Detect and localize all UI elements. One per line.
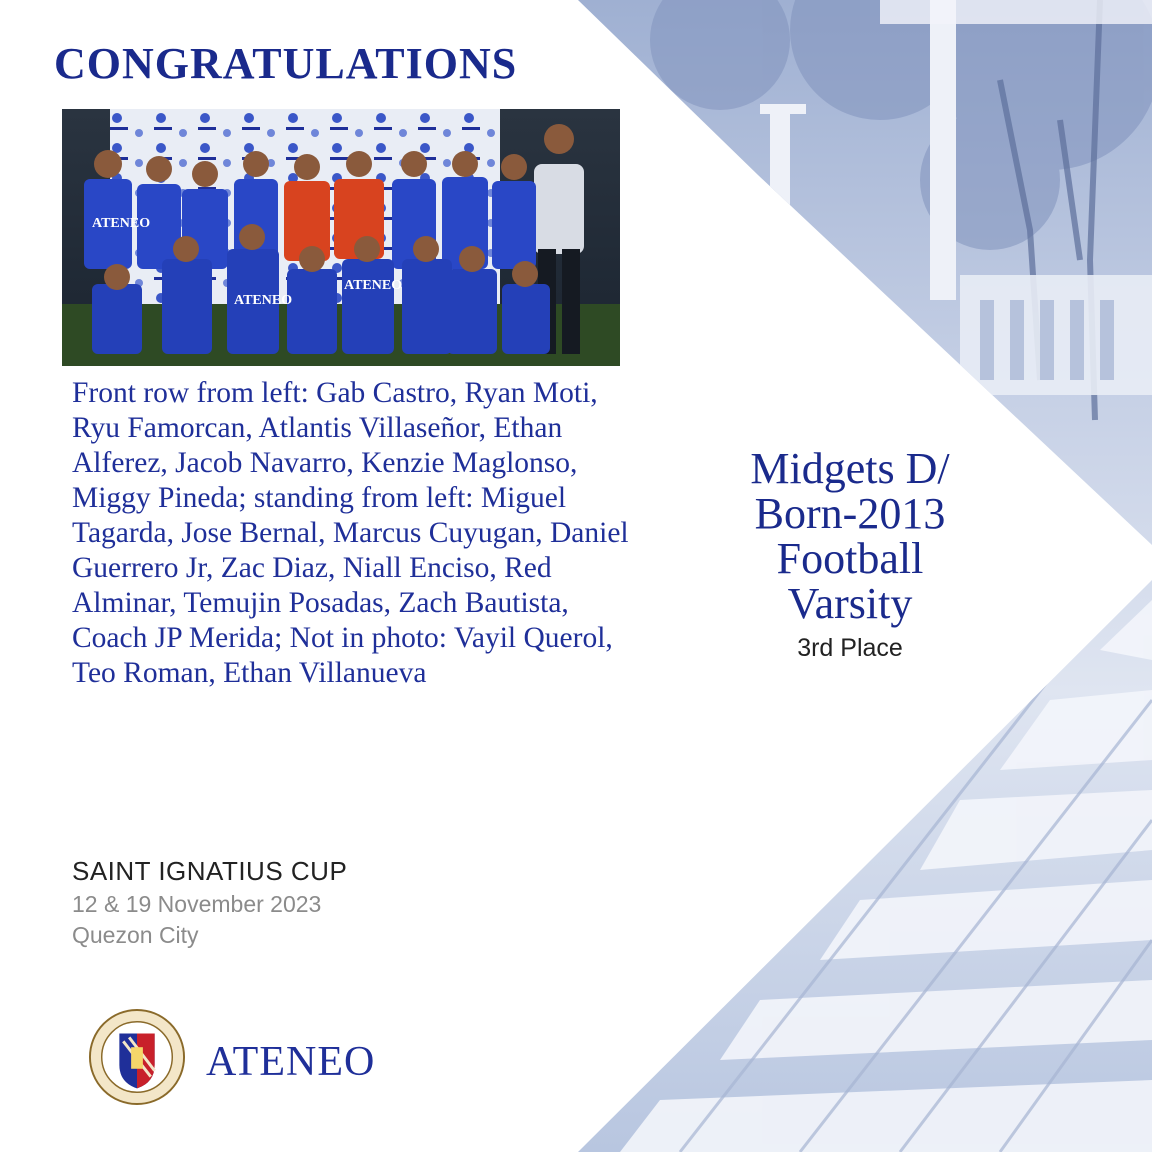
event-info	[72, 856, 347, 949]
event-name: SAINT IGNATIUS CUP	[72, 856, 348, 886]
event-date: 12 & 19 November 2023	[72, 891, 322, 917]
team-name-line-1: Midgets D/	[750, 444, 950, 493]
page-title: CONGRATULATIONS	[54, 39, 518, 88]
jersey-text: ATENEO	[234, 293, 293, 308]
jersey-text: ATENEO	[92, 216, 151, 231]
jersey-text: ATENEO	[344, 278, 403, 293]
ateneo-logo	[88, 1008, 408, 1108]
ateneo-wordmark: ATENEO	[206, 1039, 376, 1085]
team-block	[690, 446, 1010, 663]
ateneo-seal-icon	[88, 1008, 186, 1106]
team-name-line-2: Born-2013	[754, 489, 946, 538]
team-photo	[62, 109, 620, 366]
team-name-line-3: Football	[776, 534, 924, 583]
event-location: Quezon City	[72, 922, 199, 948]
team-name-line-4: Varsity	[787, 579, 913, 628]
photo-caption: Front row from left: Gab Castro, Ryan Moti, Ryu Famorcan, Atlantis Villaseñor, Ethan Alferez, Jacob Navarro, Kenzie Maglonso, Miggy Pineda; standing from left: Miguel Tagarda, Jose Bernal, Marcus Cuyugan, Daniel Guerrero Jr, Zac Diaz, Niall Enciso, Red Alminar, Temujin Posadas, Zach Bautista, Coach JP Merida; Not in photo: Vayil Querol, Teo Roman, Ethan Villanueva	[72, 377, 629, 689]
placement-label: 3rd Place	[797, 634, 903, 662]
